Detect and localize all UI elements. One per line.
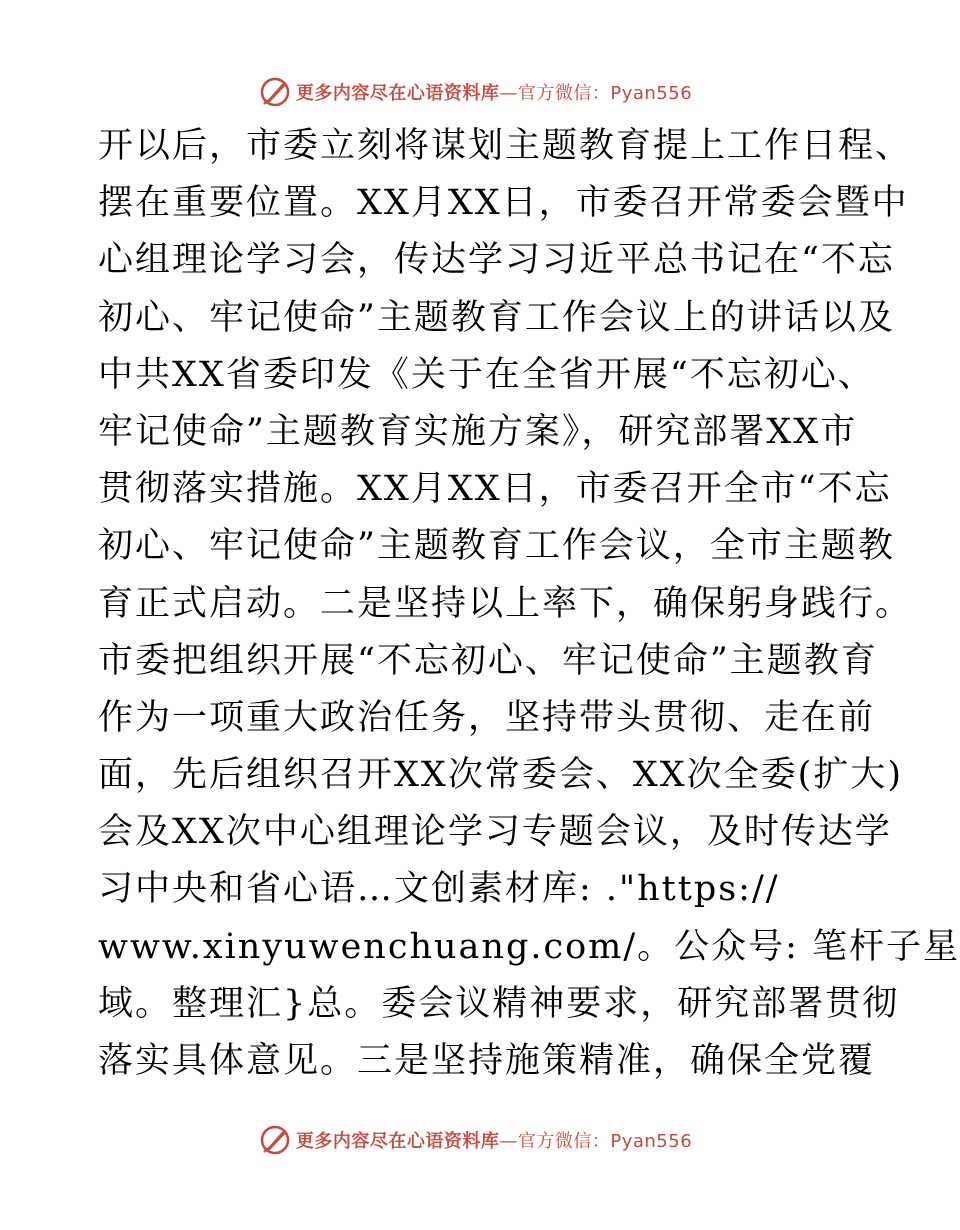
body-line: 市委把组织开展“不忘初心、牢记使命”主题教育 xyxy=(98,640,878,681)
body-line: www.xinyuwenchuang.com/。公众号: 笔杆子星 xyxy=(98,926,960,967)
quill-pen-circle-icon xyxy=(258,1123,292,1157)
watermark-wechat-label: 官方微信： xyxy=(517,83,611,104)
watermark-dash: — xyxy=(499,1131,518,1152)
body-line: 会及XX次中心组理论学习专题会议，及时传达学 xyxy=(98,812,892,853)
document-body xyxy=(98,118,960,1090)
body-line: 落实具体意见。三是坚持施策精准，确保全党覆 xyxy=(98,1041,876,1081)
watermark-text xyxy=(296,79,692,105)
header-watermark-banner xyxy=(0,72,950,112)
body-line: 中共XX省委印发《关于在全省开展“不忘初心、 xyxy=(98,354,875,395)
body-line: 牢记使命”主题教育实施方案》，研究部署XX市 xyxy=(98,411,858,452)
footer-watermark-banner xyxy=(0,1120,950,1160)
body-line: 摆在重要位置。XX月XX日，市委召开常委会暨中 xyxy=(98,183,909,224)
watermark-wechat-id: Pyan556 xyxy=(610,83,693,104)
body-line: 域。整理汇}总。委会议精神要求，研究部署贯彻 xyxy=(98,983,900,1024)
body-line: 育正式启动。二是坚持以上率下，确保躬身践行。 xyxy=(98,583,913,624)
body-line: 心组理论学习会，传达学习习近平总书记在“不忘 xyxy=(98,240,895,281)
watermark-wechat-label: 官方微信： xyxy=(517,1131,611,1152)
body-line: 初心、牢记使命”主题教育工作会议，全市主题教 xyxy=(98,526,895,567)
watermark-title: 更多内容尽在心语资料库 xyxy=(295,83,500,104)
watermark-text xyxy=(296,1127,692,1153)
body-line: 开以后，市委立刻将谋划主题教育提上工作日程、 xyxy=(98,126,913,166)
watermark-wechat-id: Pyan556 xyxy=(610,1131,693,1152)
body-line: 初心、牢记使命”主题教育工作会议上的讲话以及 xyxy=(98,297,895,338)
watermark-title: 更多内容尽在心语资料库 xyxy=(295,1131,500,1152)
body-line: 作为一项重大政治任务，坚持带头贯彻、走在前 xyxy=(98,697,876,738)
watermark-dash: — xyxy=(499,83,518,104)
quill-pen-circle-icon xyxy=(258,75,292,109)
body-line: 习中央和省心语…文创素材库: ."https:// xyxy=(98,869,780,910)
body-line: 面，先后组织召开XX次常委会、XX次全委(扩大) xyxy=(98,755,903,796)
body-line: 贯彻落实措施。XX月XX日，市委召开全市“不忘 xyxy=(98,469,892,510)
